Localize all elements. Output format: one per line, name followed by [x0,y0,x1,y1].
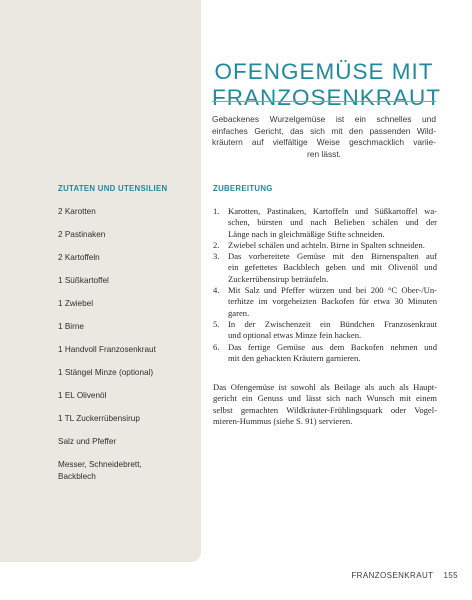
intro-line: ren lässt. [307,148,341,159]
ingredient-item: Messer, Schneidebrett, [58,460,142,469]
step-line: mit den gehackten Kräutern garnieren. [228,352,361,363]
step-line: garen. [228,307,250,318]
outro-line: selbst gemachten Wildkräuter-Frühlingsquark oder Vogel- [213,404,437,415]
step-line: und optional etwas Minze fein hacken. [228,330,362,341]
step-number: 5. [213,318,220,329]
outro-line: gericht ein Genuss und lässt sich nach Wunsch mit einem [213,393,437,404]
ingredient-item: 1 Zwiebel [58,299,94,308]
step-number: 1. [213,206,220,216]
title-line-2: FRANZOSENKRAUT [212,85,442,111]
step-line: Mit Salz und Pfeffer würzen und bei 200 °C Ober-/Un- [228,285,437,296]
ingredient-item: Backblech [58,471,96,481]
intro-line: einfaches Gericht, das sich mit den passenden Wild- [212,125,436,136]
preparation-steps [213,206,437,364]
step-number: 6. [213,341,220,352]
intro-line: Gebackenes Wurzelgemüse ist ein schnelles und [212,114,436,124]
page-number: 155 [443,571,458,580]
ingredient-item: Salz und Pfeffer [58,437,117,446]
step-item [213,285,437,319]
ingredient-item: 2 Pastinaken [58,230,106,239]
ingredient-item: 1 Stängel Minze (optional) [58,368,154,377]
intro-paragraph [212,114,436,160]
page-footer [351,571,458,580]
page-title [212,59,442,111]
step-line: Karotten, Pastinaken, Kartoffeln und Süßkartoffel wa- [228,206,437,216]
step-line: schen, bürsten und nach Belieben schälen und der [228,217,437,228]
step-number: 4. [213,285,220,296]
title-line-1: OFENGEMÜSE MIT [214,59,434,85]
step-item [213,240,437,251]
ingredient-item: 1 Birne [58,322,84,331]
intro-line: kräutern auf vielfältige Weise geschmacklich variie- [212,137,436,147]
step-number: 3. [213,251,220,262]
title-divider [212,101,436,102]
outro-line: Das Ofengemüse ist sowohl als Beilage als auch als Haupt- [213,382,437,392]
step-line: Zuckerrübensirup beträufeln. [228,273,329,284]
ingredient-item: 1 TL Zuckerrübensirup [58,414,140,423]
step-item [213,342,437,365]
ingredients-heading: ZUTATEN UND UTENSILIEN [58,184,168,193]
outro-line: mieren-Hummus (siehe S. 91) servieren. [213,415,353,426]
step-line: ein gefettetes Backblech geben und mit Olivenöl und [228,262,437,273]
step-line: Das vorbereitete Gemüse mit den Birnenspalten auf [228,251,437,262]
step-line: Das fertige Gemüse aus dem Backofen nehmen und [228,341,437,352]
step-line: terhitze im vorgeheizten Backofen für etwa 30 Minuten [228,296,437,307]
steps-heading: ZUBEREITUNG [213,184,273,193]
closing-paragraph [213,382,437,427]
step-line: Länge nach in gleichmäßige Stifte schneiden. [228,228,385,239]
step-line: In der Zwischenzeit ein Bündchen Franzosenkraut [228,318,437,329]
step-item [213,206,437,240]
ingredient-item: 2 Kartoffeln [58,253,100,262]
footer-section: FRANZOSENKRAUT [351,571,434,580]
step-item [213,251,437,285]
ingredient-item: 1 Süßkartoffel [58,276,109,285]
ingredient-item: 2 Karotten [58,207,96,216]
step-line: Zwiebel schälen und achteln. Birne in Spalten schneiden. [228,239,425,250]
step-number: 2. [213,239,220,250]
ingredient-item: 1 EL Olivenöl [58,391,107,400]
ingredient-item: 1 Handvoll Franzosenkraut [58,345,156,354]
step-item [213,319,437,342]
